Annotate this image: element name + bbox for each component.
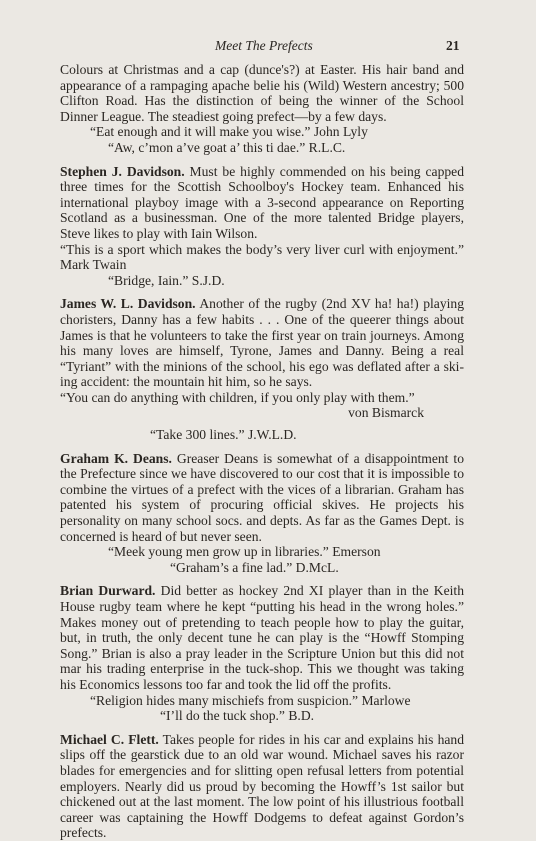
prefect-name: Stephen J. Davidson.: [60, 163, 185, 179]
intro-quote-1: “Eat enough and it will make you wise.” John Lyly: [90, 124, 368, 140]
prefect-name: Brian Durward.: [60, 583, 156, 599]
prefect-entry-davidson-s: [60, 164, 464, 289]
prefect-description: Greaser Deans is somewhat of a disappointment to the Prefecture since we have discovered to our cost that it is impossible to combine the virtues of a prefect with the vices of a librarian. Graham has patented his system of procuring official skives. He projects his personality on many school socs. and depts. As far as the Games Dept. is concerned is heard of but never seen.: [60, 450, 465, 544]
entry-quote-1: “Religion hides many mischiefs from suspicion.” Marlowe: [90, 692, 411, 708]
prefect-entry-durward: [60, 583, 464, 723]
entry-quote-1: “This is a sport which makes the body’s very liver curl with enjoyment.” Mark Twain: [60, 241, 464, 273]
running-title: Meet The Prefects: [215, 38, 313, 53]
entry-quote-1: “You can do anything with children, if you only play with them.”: [60, 389, 415, 405]
prefect-entry-davidson-j: [60, 296, 464, 442]
document-body: [60, 62, 464, 841]
prefect-entry-deans: [60, 451, 464, 576]
entry-quote-2: “Bridge, Iain.” S.J.D.: [108, 272, 225, 288]
prefect-entry-flett: [60, 732, 464, 841]
prefect-description: Did better as hockey 2nd XI player than in the Keith House rugby team where he kept “putting his head in the wrong holes.” Makes money out of pretending to teach people how to play the guitar, but, in truth, the only decent tune he can play is the “Howff Stomping Song.” Brian is also a pray leader in the Scripture Union but this did not mar his trading enterprise in the tuck-shop. This we thought was taking his Economics lessons too far and took the lid off the profits.: [60, 583, 464, 692]
intro-quote-2: “Aw, c’mon a’ve goat a’ this ti dae.” R.L.C.: [108, 139, 346, 155]
prefect-description: Must be highly commended on his being capped three times for the Scottish Schoolboy's Hockey team. Enhanced his international playboy image with a 3-second appearance on Reporting Scotland as a businessman. One of the more talented Bridge players, Steve likes to play with Iain Wilson.: [60, 163, 464, 241]
entry-quote-2: “Graham’s a fine lad.” D.McL.: [170, 559, 339, 575]
prefect-name: Michael C. Flett.: [60, 731, 159, 747]
intro-paragraph: Colours at Christmas and a cap (dunce's?) at Easter. His hair band and appearance of a rampaging apache belie his (Wild) Western ancestry; 500 Clifton Road. Has the distinction of being the winner of the School Dinner League. The steadiest going prefect—by a few days.: [60, 62, 464, 124]
page-number: 21: [446, 38, 460, 53]
prefect-name: Graham K. Deans.: [60, 450, 172, 466]
prefect-description: Another of the rugby (2nd XV ha! ha!) playing choristers, Danny has a few habits . . . One of the queerer things about James is that he volunteers to take the first year on train journeys. Among his many loves are himself, Tyrone, James and Danny. Being a real “Tyriant” with the minions of the school, his ego was deflated after a ski-ing accident: the mountain hit him, so he says.: [60, 296, 464, 390]
entry-quote-2: “Take 300 lines.” J.W.L.D.: [150, 427, 297, 443]
entry-quote-1-attribution: von Bismarck: [348, 405, 424, 421]
prefect-description: Takes people for rides in his car and explains his hand slips off the gearstick due to an old war wound. Michael saves his razor blades for emergencies and for slitting open refusal letters from potential employers. Nearly did us proud by becoming the Howff’s 1st sailor but chickened out at the last moment. The low point of his illustrious football career was captaining the Howff Dodgems to defeat against Gordon’s prefects.: [60, 731, 465, 841]
prefect-name: James W. L. Davidson.: [60, 296, 196, 312]
entry-quote-2: “I’ll do the tuck shop.” B.D.: [160, 708, 315, 724]
entry-quote-1: “Meek young men grow up in libraries.” Emerson: [108, 544, 381, 560]
